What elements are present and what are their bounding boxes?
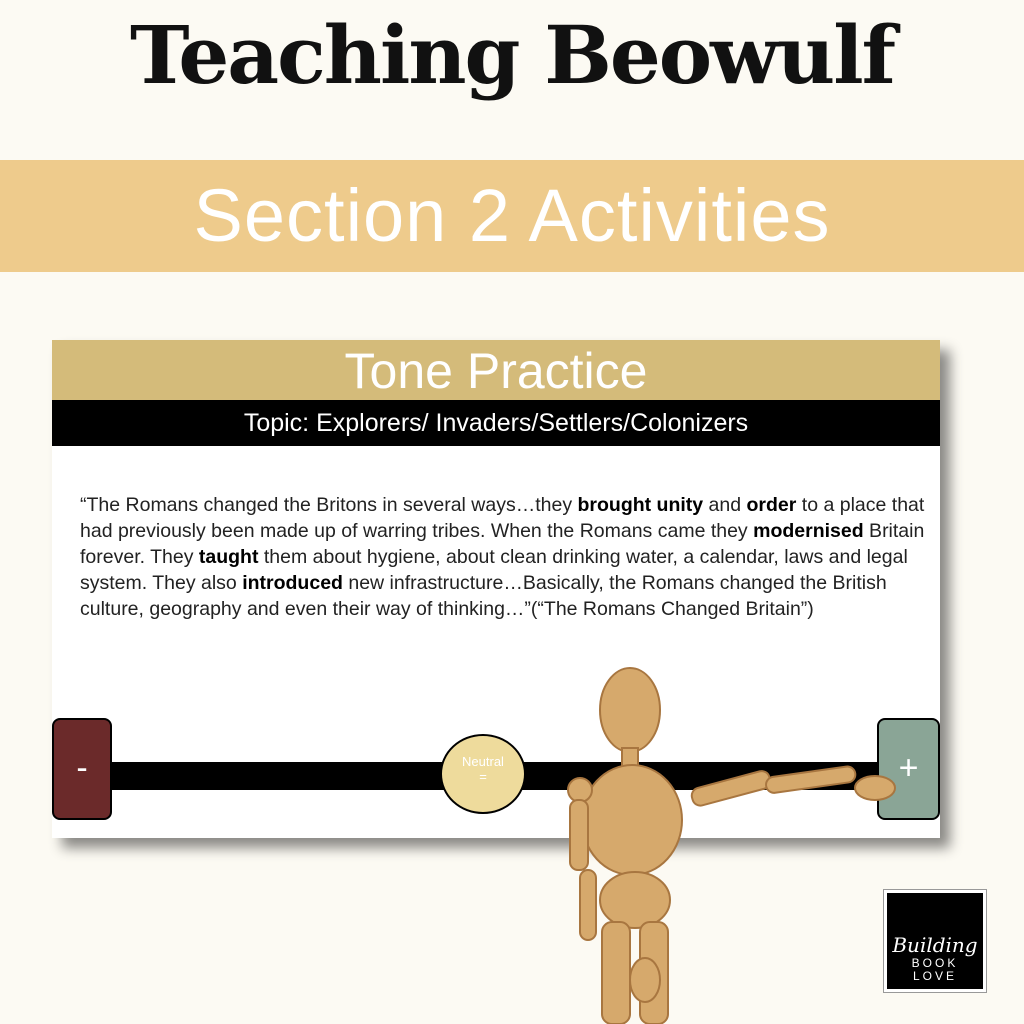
logo-line1: Building [892,933,978,957]
quote-segment: to a place that had previously been made up of warring tribes. When the Romans came they [80,494,925,542]
subtitle: Section 2 Activities [193,174,831,257]
neutral-label: Neutral [462,754,504,769]
quote-emphasis: brought unity [577,494,704,516]
quote-segment: and [703,494,747,516]
neutral-symbol: = [479,769,487,784]
negative-box: - [52,718,112,820]
quote-segment: Britain forever. They [80,520,925,568]
building-book-love-logo [884,890,986,992]
positive-box: + [877,718,940,820]
quote-emphasis: introduced [242,572,343,594]
quote-text [80,492,930,622]
page-title: Teaching Beowulf [129,8,894,102]
quote-emphasis: taught [198,546,259,568]
quote-emphasis: modernised [753,520,864,542]
wooden-mannequin-image [540,660,920,1024]
logo-line2: BOOK [911,956,959,970]
subtitle-banner [0,160,1024,272]
quote-emphasis: order [746,494,797,516]
slide-topic: Topic: Explorers/ Invaders/Settlers/Colonizers [52,400,940,446]
quote-segment: new infrastructure…Basically, the Romans changed the British culture, geography and even their way of thinking…”(“The Romans Changed Britain”) [80,572,887,620]
slide-heading: Tone Practice [52,340,940,400]
quote-segment: them about hygiene, about clean drinking water, a calendar, laws and legal system. They also [80,546,908,594]
neutral-circle [440,734,526,814]
quote-segment: “The Romans changed the Britons in several ways…they [80,494,578,516]
logo-line3: LOVE [912,969,957,983]
